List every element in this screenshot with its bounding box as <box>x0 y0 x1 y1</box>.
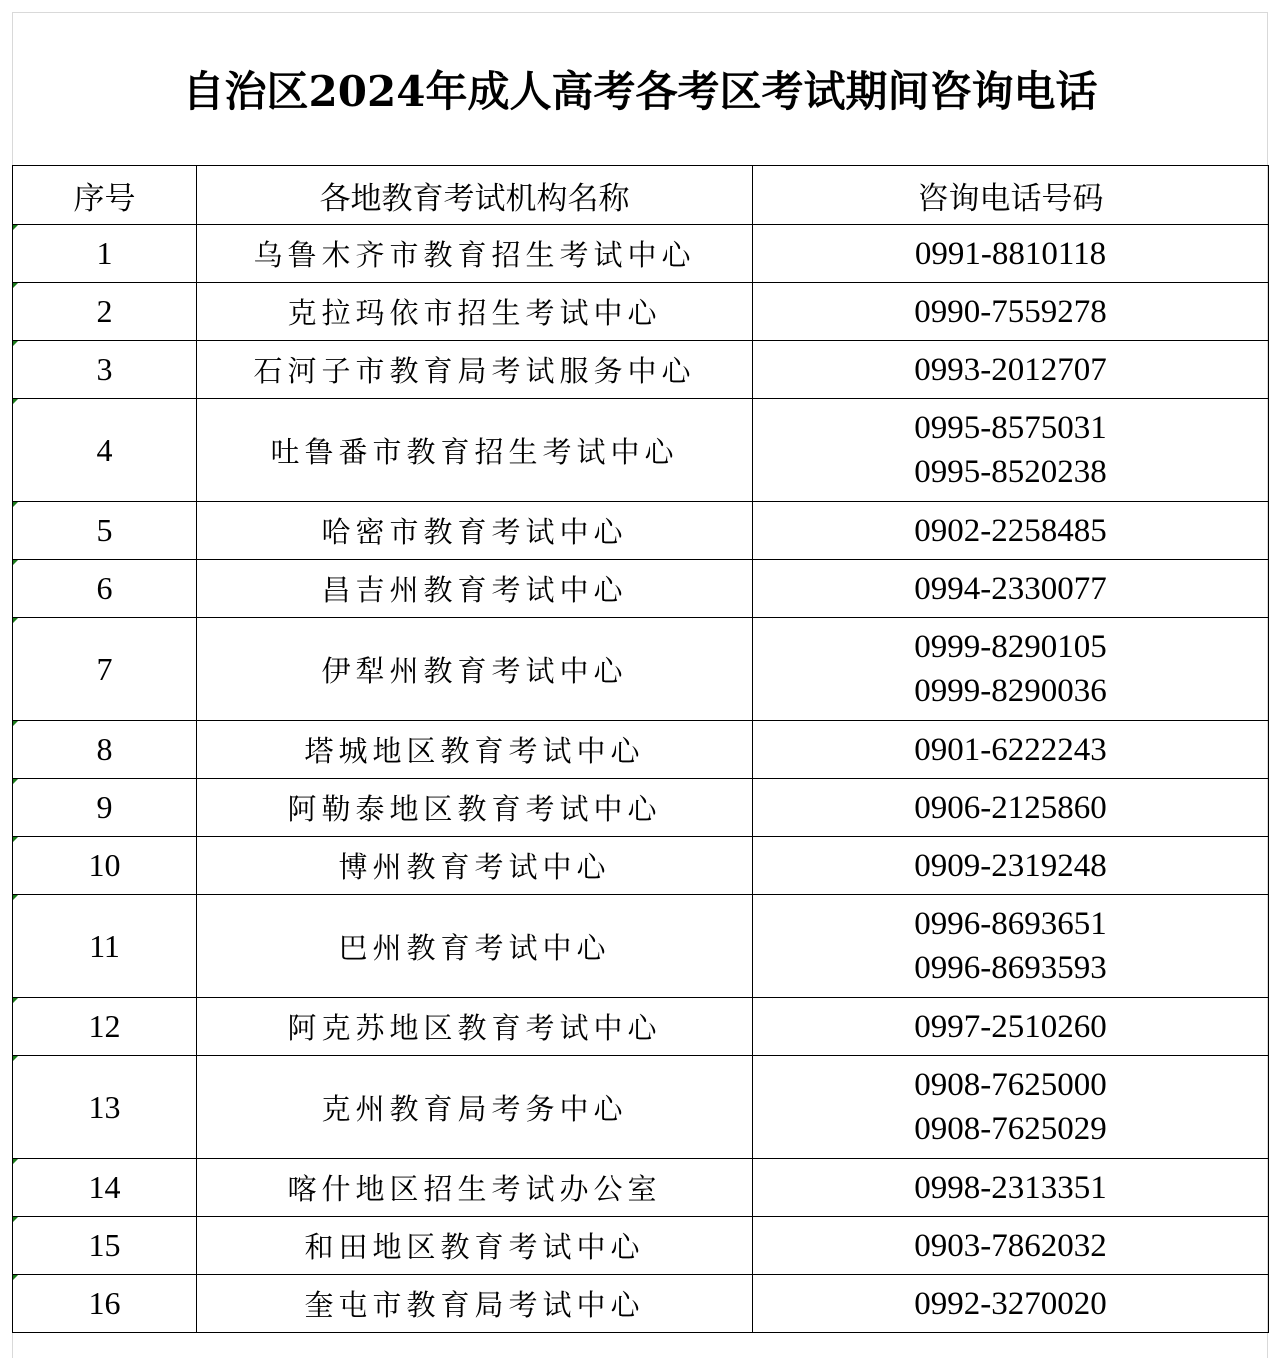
phone-number: 0991-8810118 <box>914 235 1107 272</box>
cell-index[interactable] <box>13 837 197 895</box>
cell-index-text: 5 <box>96 512 113 548</box>
cell-index[interactable] <box>13 399 197 502</box>
cell-index[interactable] <box>13 618 197 721</box>
cell-index-text: 12 <box>88 1008 121 1044</box>
cell-institution-name[interactable]: 克拉玛依市招生考试中心 <box>197 283 753 341</box>
table-row <box>13 399 1269 502</box>
cell-marker-icon <box>13 998 18 1003</box>
table-row <box>13 1275 1269 1333</box>
cell-institution-name[interactable]: 阿克苏地区教育考试中心 <box>197 998 753 1056</box>
cell-marker-icon <box>13 225 18 230</box>
cell-marker-icon <box>13 1056 18 1061</box>
phone-number: 0908-7625029 <box>914 1111 1107 1147</box>
cell-index-text: 6 <box>96 570 113 606</box>
cell-marker-icon <box>13 1159 18 1164</box>
cell-marker-icon <box>13 283 18 288</box>
page-title: 自治区2024年成人高考各考区考试期间咨询电话 <box>182 66 1098 116</box>
cell-phone[interactable] <box>753 895 1269 998</box>
cell-marker-icon <box>13 560 18 565</box>
cell-index-text: 11 <box>89 927 120 964</box>
cell-index-text: 10 <box>88 847 121 883</box>
cell-index[interactable] <box>13 341 197 399</box>
cell-phone[interactable] <box>753 1159 1269 1217</box>
header-index[interactable]: 序号 <box>13 166 197 225</box>
cell-institution-name[interactable]: 伊犁州教育考试中心 <box>197 618 753 721</box>
cell-institution-name[interactable]: 昌吉州教育考试中心 <box>197 560 753 618</box>
cell-index-text: 3 <box>96 351 113 387</box>
cell-marker-icon <box>13 399 18 404</box>
table-row <box>13 1056 1269 1159</box>
cell-marker-icon <box>13 1217 18 1222</box>
cell-index[interactable] <box>13 225 197 283</box>
cell-index[interactable] <box>13 721 197 779</box>
cell-institution-name[interactable]: 阿勒泰地区教育考试中心 <box>197 779 753 837</box>
cell-institution-name[interactable]: 奎屯市教育局考试中心 <box>197 1275 753 1333</box>
cell-marker-icon <box>13 837 18 842</box>
cell-index[interactable] <box>13 283 197 341</box>
cell-index-text: 8 <box>96 731 113 767</box>
cell-index-text: 1 <box>96 235 113 271</box>
table-row <box>13 225 1269 283</box>
phone-number: 0994-2330077 <box>914 570 1107 607</box>
cell-marker-icon <box>13 1275 18 1280</box>
cell-phone[interactable] <box>753 341 1269 399</box>
phone-number: 0902-2258485 <box>914 512 1107 549</box>
phone-number: 0908-7625000 <box>914 1067 1107 1103</box>
cell-phone[interactable] <box>753 1056 1269 1159</box>
cell-index[interactable] <box>13 998 197 1056</box>
cell-phone[interactable] <box>753 399 1269 502</box>
phone-number: 0996-8693651 <box>914 906 1107 942</box>
cell-phone[interactable] <box>753 283 1269 341</box>
cell-index[interactable] <box>13 1217 197 1275</box>
phone-number: 0993-2012707 <box>914 351 1107 388</box>
cell-index-text: 14 <box>88 1169 121 1205</box>
cell-institution-name[interactable]: 石河子市教育局考试服务中心 <box>197 341 753 399</box>
phone-number: 0903-7862032 <box>914 1227 1107 1264</box>
cell-index[interactable] <box>13 1159 197 1217</box>
cell-index[interactable] <box>13 1056 197 1159</box>
table-header-row <box>13 166 1269 225</box>
cell-institution-name[interactable]: 博州教育考试中心 <box>197 837 753 895</box>
table-row <box>13 618 1269 721</box>
phone-number: 0999-8290105 <box>914 629 1107 665</box>
cell-marker-icon <box>13 502 18 507</box>
table-row <box>13 341 1269 399</box>
cell-index-text: 13 <box>88 1088 121 1125</box>
cell-marker-icon <box>13 341 18 346</box>
cell-index[interactable] <box>13 1275 197 1333</box>
cell-marker-icon <box>13 618 18 623</box>
cell-index[interactable] <box>13 779 197 837</box>
cell-index-text: 4 <box>96 431 113 468</box>
cell-phone[interactable] <box>753 618 1269 721</box>
table-row <box>13 895 1269 998</box>
phone-number: 0906-2125860 <box>914 789 1107 826</box>
table-row <box>13 283 1269 341</box>
phone-number: 0996-8693593 <box>914 950 1107 986</box>
cell-institution-name[interactable]: 乌鲁木齐市教育招生考试中心 <box>197 225 753 283</box>
cell-index[interactable] <box>13 560 197 618</box>
phone-number: 0992-3270020 <box>914 1285 1107 1322</box>
phone-number: 0909-2319248 <box>914 847 1107 884</box>
phone-number: 0998-2313351 <box>914 1169 1107 1206</box>
cell-institution-name[interactable]: 哈密市教育考试中心 <box>197 502 753 560</box>
cell-phone[interactable] <box>753 837 1269 895</box>
cell-phone[interactable] <box>753 998 1269 1056</box>
cell-phone[interactable] <box>753 1217 1269 1275</box>
phone-number: 0901-6222243 <box>914 731 1107 768</box>
table-row <box>13 1217 1269 1275</box>
cell-marker-icon <box>13 779 18 784</box>
cell-index-text: 7 <box>96 650 113 687</box>
cell-institution-name[interactable]: 塔城地区教育考试中心 <box>197 721 753 779</box>
cell-phone[interactable] <box>753 560 1269 618</box>
cell-institution-name[interactable]: 巴州教育考试中心 <box>197 895 753 998</box>
cell-index[interactable] <box>13 502 197 560</box>
cell-phone[interactable] <box>753 502 1269 560</box>
cell-phone[interactable] <box>753 721 1269 779</box>
cell-phone[interactable] <box>753 225 1269 283</box>
phone-number: 0990-7559278 <box>914 293 1107 330</box>
cell-index-text: 15 <box>88 1227 121 1263</box>
contact-table <box>12 165 1269 1333</box>
table-row <box>13 998 1269 1056</box>
phone-number: 0999-8290036 <box>914 673 1107 709</box>
phone-number: 0995-8575031 <box>914 410 1107 446</box>
table-row <box>13 502 1269 560</box>
cell-index-text: 16 <box>88 1285 121 1321</box>
cell-phone[interactable] <box>753 1275 1269 1333</box>
cell-index-text: 9 <box>96 789 113 825</box>
table-row <box>13 560 1269 618</box>
header-phone[interactable]: 咨询电话号码 <box>753 166 1269 225</box>
cell-marker-icon <box>13 895 18 900</box>
table-row <box>13 779 1269 837</box>
cell-institution-name[interactable]: 和田地区教育考试中心 <box>197 1217 753 1275</box>
table-row <box>13 837 1269 895</box>
table-body <box>13 225 1269 1333</box>
cell-marker-icon <box>13 721 18 726</box>
cell-phone[interactable] <box>753 779 1269 837</box>
cell-institution-name[interactable]: 喀什地区招生考试办公室 <box>197 1159 753 1217</box>
table-row <box>13 1159 1269 1217</box>
phone-number: 0995-8520238 <box>914 454 1107 490</box>
cell-index-text: 2 <box>96 293 113 329</box>
cell-index[interactable] <box>13 895 197 998</box>
cell-institution-name[interactable]: 克州教育局考务中心 <box>197 1056 753 1159</box>
table-row <box>13 721 1269 779</box>
cell-institution-name[interactable]: 吐鲁番市教育招生考试中心 <box>197 399 753 502</box>
header-name[interactable]: 各地教育考试机构名称 <box>197 166 753 225</box>
phone-number: 0997-2510260 <box>914 1008 1107 1045</box>
